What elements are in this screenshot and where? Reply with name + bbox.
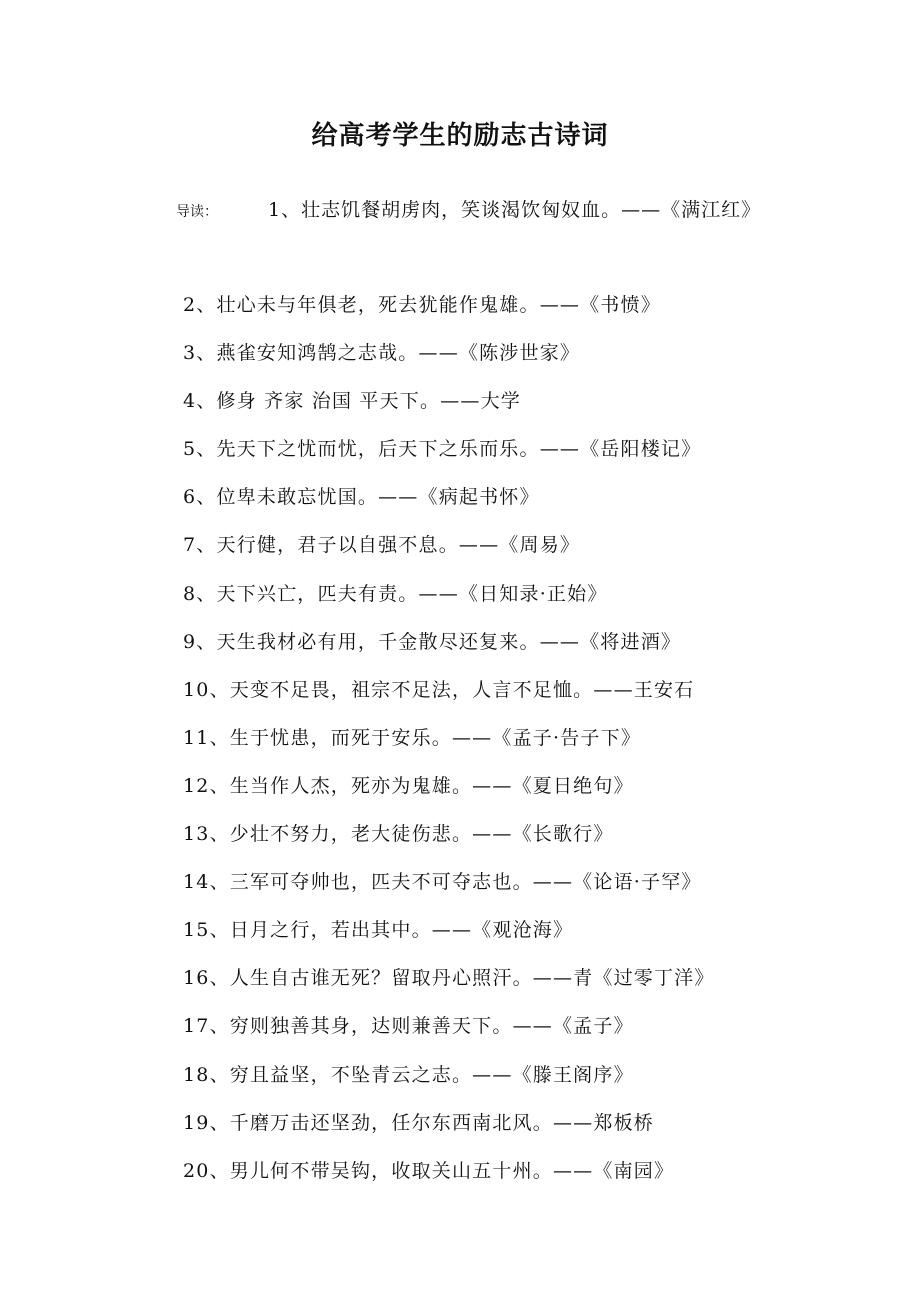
- poem-line: 19、千磨万击还坚劲，任尔东西南北风。——郑板桥: [183, 1111, 654, 1134]
- poem-line: 11、生于忧患，而死于安乐。——《孟子·告子下》: [183, 726, 642, 749]
- poem-line: 5、先天下之忧而忧，后天下之乐而乐。——《岳阳楼记》: [183, 438, 702, 461]
- page-title: 给高考学生的励志古诗词: [311, 121, 609, 151]
- poem-list: [183, 290, 715, 1204]
- poem-line: 4、修身 齐家 治国 平天下。——大学: [183, 390, 522, 413]
- poem-line: 8、天下兴亡，匹夫有责。——《日知录·正始》: [183, 582, 608, 605]
- poem-line: 7、天行健，君子以自强不息。——《周易》: [183, 534, 581, 557]
- poem-line: 2、壮心未与年俱老，死去犹能作鬼雄。——《书愤》: [183, 294, 661, 316]
- intro-text: 1、壮志饥餐胡虏肉，笑谈渴饮匈奴血。——《满江红》: [268, 199, 762, 221]
- poem-line: 9、天生我材必有用，千金散尽还复来。——《将进酒》: [183, 630, 682, 653]
- poem-line: 20、男儿何不带吴钩，收取关山五十州。——《南园》: [183, 1159, 675, 1182]
- poem-line: 13、少壮不努力，老大徒伤悲。——《长歌行》: [183, 823, 614, 846]
- poem-line: 6、位卑未敢忘忧国。——《病起书怀》: [183, 486, 540, 509]
- intro-label: 导读：: [176, 204, 218, 220]
- poem-line: 3、燕雀安知鸿鹄之志哉。——《陈涉世家》: [183, 342, 581, 365]
- poem-line: 14、三军可夺帅也，匹夫不可夺志也。——《论语·子罕》: [183, 871, 702, 894]
- poem-line: 18、穷且益坚，不坠青云之志。——《滕王阁序》: [183, 1063, 634, 1086]
- poem-line: 17、穷则独善其身，达则兼善天下。——《孟子》: [183, 1015, 634, 1038]
- poem-line: 12、生当作人杰，死亦为鬼雄。——《夏日绝句》: [183, 774, 634, 797]
- poem-line: 15、日月之行，若出其中。——《观沧海》: [183, 919, 574, 942]
- intro-line: [176, 196, 761, 224]
- poem-line: 10、天变不足畏，祖宗不足法，人言不足恤。——王安石: [183, 678, 695, 701]
- poem-line: 16、人生自古谁无死？留取丹心照汗。——青《过零丁洋》: [183, 967, 715, 990]
